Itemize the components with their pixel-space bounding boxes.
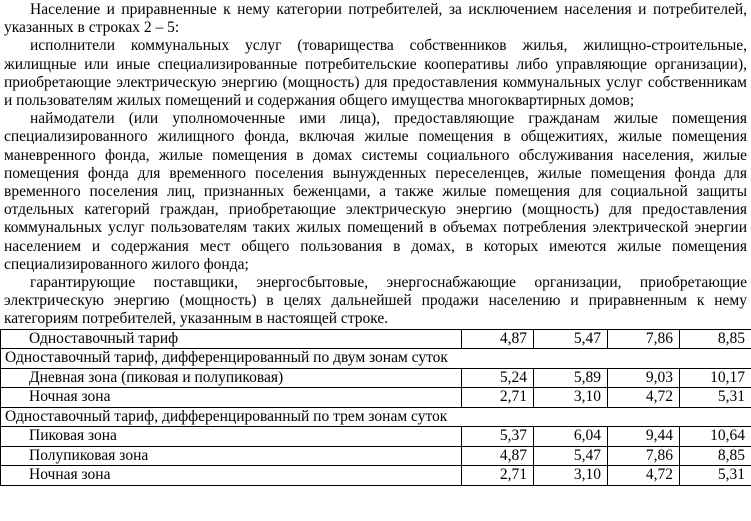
cell-value: 7,86 — [608, 329, 680, 349]
cell-value: 8,85 — [680, 329, 751, 349]
cell-value: 5,47 — [534, 329, 608, 349]
tariff-table — [0, 329, 751, 486]
cell-value: 4,87 — [462, 446, 534, 466]
paragraph-intro: Население и приравненные к нему категории потребителей, за исключением населения и потребителей, указанных в строках 2 – 5: — [4, 1, 747, 37]
paragraph-utility-providers: исполнители коммунальных услуг (товарищества собственников жилья, жилищно-строительные, жилищные или иные специализированные потребительские кооперативы либо управляющие организации), приобретающие электрическую энергию (мощность) для предоставления коммунальных услуг собственникам и пользователям жилых помещений и содержания общего имущества многоквартирных домов; — [4, 37, 747, 110]
table-row — [1, 329, 751, 349]
cell-value: 5,31 — [680, 388, 751, 408]
table-section-header — [1, 349, 751, 369]
cell-value: 4,72 — [608, 388, 680, 408]
cell-value: 6,04 — [534, 427, 608, 447]
row-label: Ночная зона — [1, 466, 462, 486]
cell-value: 2,71 — [462, 388, 534, 408]
cell-value: 10,64 — [680, 427, 751, 447]
row-label: Одноставочный тариф — [1, 329, 462, 349]
paragraph-suppliers: гарантирующие поставщики, энергосбытовые, энергоснабжающие организации, приобретающие электрическую энергию (мощность) в целях дальнейшей продажи населению и приравненным к нему категориям потребителей, указанным в настоящей строке. — [4, 274, 747, 328]
row-label: Дневная зона (пиковая и полупиковая) — [1, 368, 462, 388]
cell-value: 5,31 — [680, 466, 751, 486]
section-title-three-zones: Одноставочный тариф, дифференцированный по трем зонам суток — [1, 407, 751, 427]
cell-value: 4,72 — [608, 466, 680, 486]
paragraph-landlords: наймодатели (или уполномоченные ими лица), предоставляющие гражданам жилые помещения специализированного жилищного фонда, включая жилые помещения в общежитиях, жилые помещения маневренного фонда, жилые помещения в домах системы социального обслуживания населения, жилые помещения фонда для временного поселения вынужденных переселенцев, жилые помещения фонда для временного поселения лиц, признанных беженцами, а также жилые помещения для социальной защиты отдельных категорий граждан, приобретающие электрическую энергию (мощность) для предоставления коммунальных услуг пользователям таких жилых помещений в объемах потребления электрической энергии населением и содержания мест общего пользования в домах, в которых имеются жилые помещения специализированного жилого фонда; — [4, 110, 747, 273]
cell-value: 5,37 — [462, 427, 534, 447]
table-row — [1, 466, 751, 486]
cell-value: 3,10 — [534, 388, 608, 408]
table-row — [1, 388, 751, 408]
section-title-two-zones: Одноставочный тариф, дифференцированный по двум зонам суток — [1, 349, 751, 369]
cell-value: 8,85 — [680, 446, 751, 466]
cell-value: 7,86 — [608, 446, 680, 466]
table-row — [1, 368, 751, 388]
row-label: Ночная зона — [1, 388, 462, 408]
cell-value: 9,03 — [608, 368, 680, 388]
cell-value: 4,87 — [462, 329, 534, 349]
cell-value: 5,89 — [534, 368, 608, 388]
cell-value: 2,71 — [462, 466, 534, 486]
table-row — [1, 446, 751, 466]
cell-value: 3,10 — [534, 466, 608, 486]
cell-value: 9,44 — [608, 427, 680, 447]
cell-value: 5,47 — [534, 446, 608, 466]
row-label: Пиковая зона — [1, 427, 462, 447]
table-row — [1, 427, 751, 447]
table-section-header — [1, 407, 751, 427]
row-label: Полупиковая зона — [1, 446, 462, 466]
cell-value: 5,24 — [462, 368, 534, 388]
cell-value: 10,17 — [680, 368, 751, 388]
